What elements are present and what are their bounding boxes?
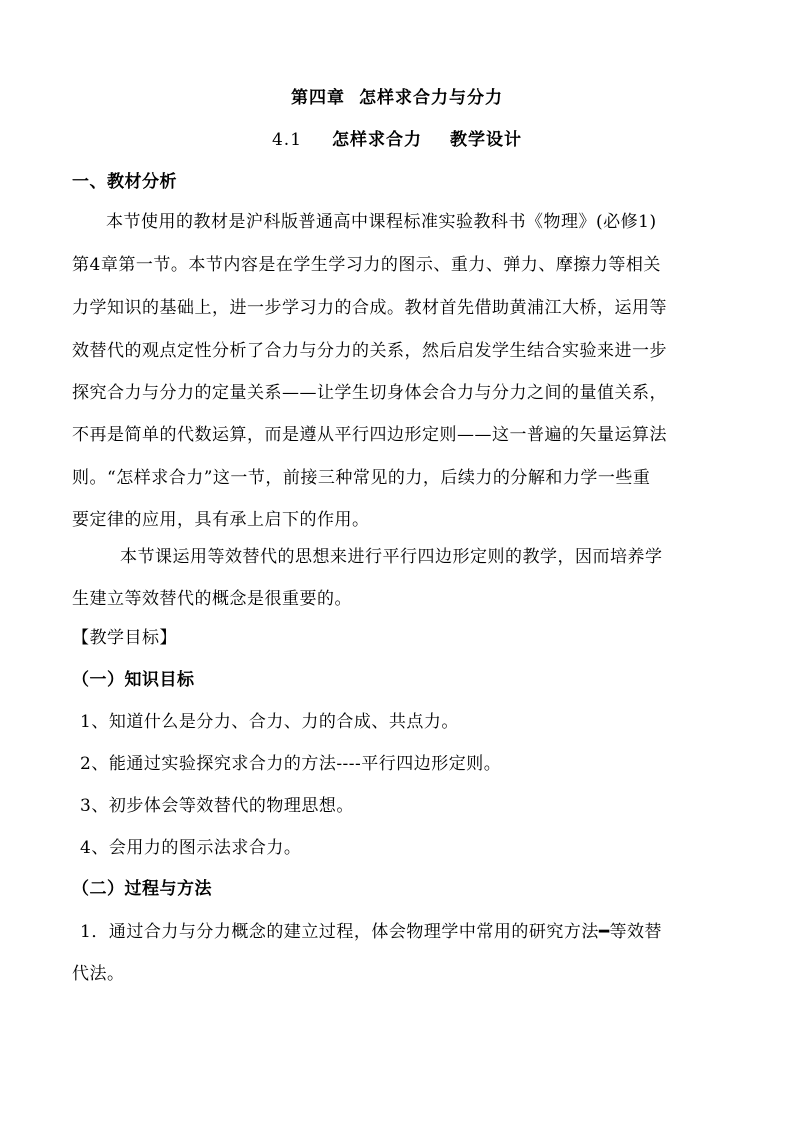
chapter-title bbox=[0, 86, 794, 110]
knowledge-item: 2、能通过实验探究求合力的方法----平行四边形定则。 bbox=[80, 754, 502, 774]
heading-knowledge-goals: （一）知识目标 bbox=[72, 670, 195, 690]
heading-teaching-goals: 【教学目标】 bbox=[72, 628, 177, 648]
chapter-name: 怎样求合力与分力 bbox=[359, 88, 503, 108]
paragraph-1-line: 不再是简单的代数运算，而是遵从平行四边形定则——这一普遍的矢量运算法 bbox=[72, 425, 667, 445]
process-item: 代法。 bbox=[72, 964, 125, 984]
section-name: 怎样求合力 bbox=[332, 130, 423, 150]
paragraph-1-line: 本节使用的教材是沪科版普通高中课程标准实验教科书《物理》(必修1) bbox=[106, 212, 657, 232]
paragraph-1-line: 要定律的应用，具有承上启下的作用。 bbox=[72, 510, 370, 530]
process-item: 1．通过合力与分力概念的建立过程，体会物理学中常用的研究方法━等效替 bbox=[80, 922, 663, 942]
paragraph-1-line: 第4章第一节。本节内容是在学生学习力的图示、重力、弹力、摩擦力等相关 bbox=[72, 255, 661, 275]
knowledge-item: 1、知道什么是分力、合力、力的合成、共点力。 bbox=[80, 712, 459, 732]
section-number: 4.1 bbox=[271, 130, 303, 150]
heading-analysis: 一、教材分析 bbox=[72, 172, 177, 192]
paragraph-1-line: 力学知识的基础上，进一步学习力的合成。教材首先借助黄浦江大桥，运用等 bbox=[72, 298, 667, 318]
chapter-number: 第四章 bbox=[291, 88, 345, 108]
paragraph-1-line: 效替代的观点定性分析了合力与分力的关系，然后启发学生结合实验来进一步 bbox=[72, 341, 667, 361]
paragraph-2-line: 生建立等效替代的概念是很重要的。 bbox=[72, 589, 352, 609]
knowledge-item: 3、初步体会等效替代的物理思想。 bbox=[80, 796, 354, 816]
section-title bbox=[0, 128, 794, 152]
knowledge-item: 4、会用力的图示法求合力。 bbox=[80, 838, 302, 858]
section-type: 教学设计 bbox=[450, 130, 523, 150]
paragraph-1-line: 则。“怎样求合力”这一节，前接三种常见的力，后续力的分解和力学一些重 bbox=[72, 468, 651, 488]
paragraph-1-line: 探究合力与分力的定量关系——让学生切身体会合力与分力之间的量值关系， bbox=[72, 383, 667, 403]
heading-process-methods: （二）过程与方法 bbox=[72, 879, 212, 899]
paragraph-2-line: 本节课运用等效替代的思想来进行平行四边形定则的教学，因而培养学 bbox=[120, 547, 663, 567]
